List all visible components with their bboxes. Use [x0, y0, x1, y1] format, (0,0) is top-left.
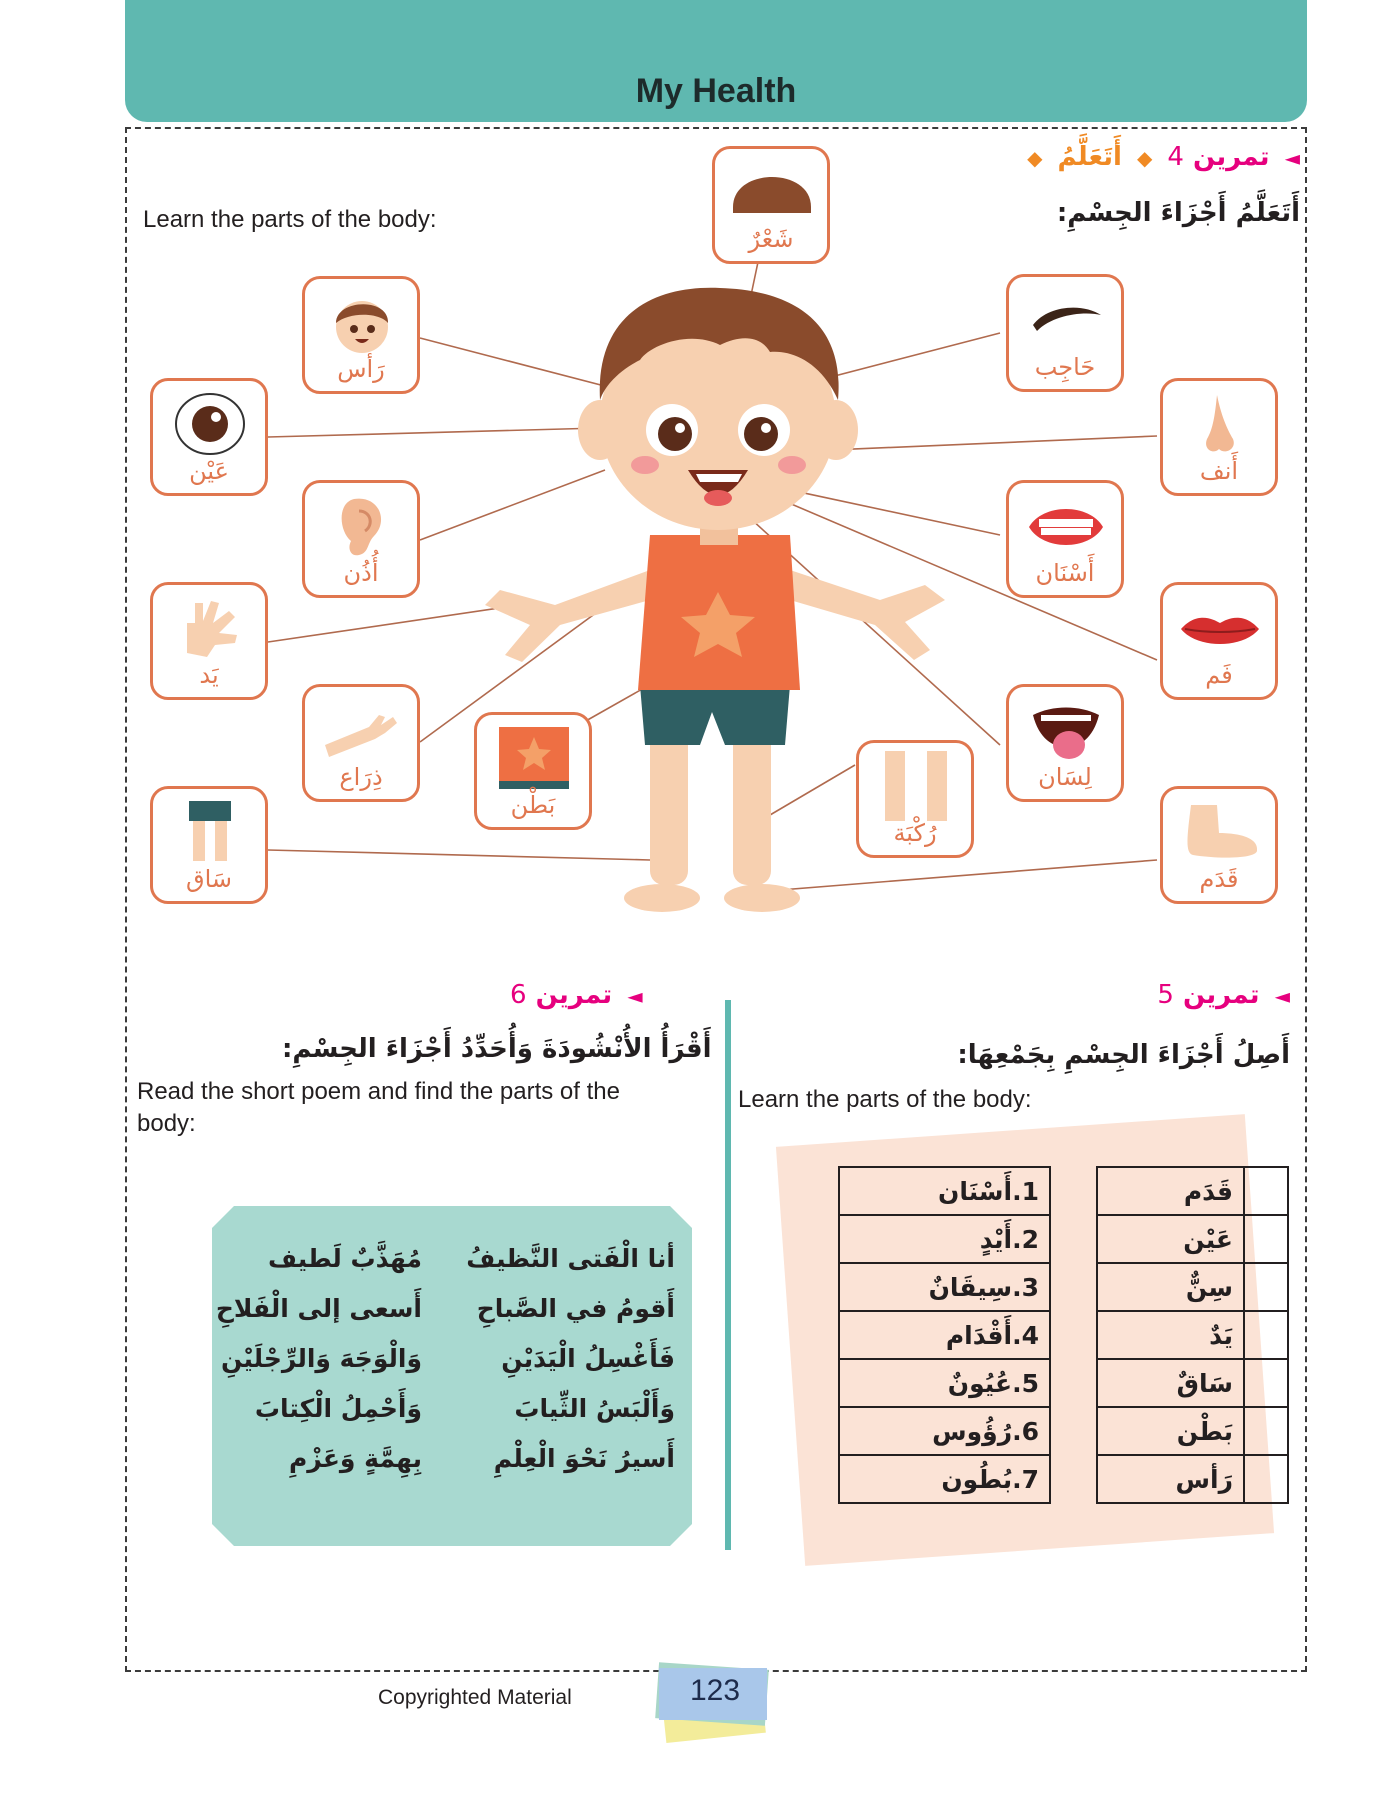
triangle-icon: ◄: [1274, 984, 1290, 1008]
page-title: My Health: [635, 72, 797, 110]
card-ear: [302, 480, 420, 598]
triangle-icon: ◄: [1284, 146, 1300, 170]
poem-line-left: وَالْوَجَهَ وَالرِّجْلَيْنِ: [220, 1344, 422, 1373]
belly-icon: [491, 723, 577, 793]
plural-number: 1.: [1012, 1176, 1039, 1206]
plural-row: [839, 1407, 1050, 1455]
plural-number: 2.: [1012, 1224, 1039, 1254]
plural-row: [839, 1311, 1050, 1359]
card-foot: [1160, 786, 1278, 904]
card-label: ذِرَاع: [339, 763, 383, 791]
plural-number: 6.: [1012, 1416, 1039, 1446]
answer-box[interactable]: [1244, 1311, 1288, 1359]
card-leg: [150, 786, 268, 904]
page-number-badge: [655, 1660, 775, 1750]
singular-word: سِنٌّ: [1097, 1263, 1244, 1311]
card-head: [302, 276, 420, 394]
exercise5-title: [1157, 980, 1290, 1010]
plural-number: 3.: [1012, 1272, 1039, 1302]
card-label: رُكْبَة: [893, 819, 937, 847]
singular-row: [1097, 1263, 1288, 1311]
ear-icon: [319, 491, 405, 561]
card-label: حَاجِب: [1034, 353, 1096, 381]
learn-label: أَتَعَلَّمُ: [1057, 142, 1122, 172]
singular-row: [1097, 1167, 1288, 1215]
singular-row: [1097, 1215, 1288, 1263]
singular-word: بَطْن: [1097, 1407, 1244, 1455]
plural-row: [839, 1455, 1050, 1503]
singular-row: [1097, 1359, 1288, 1407]
hair-icon: [729, 157, 815, 227]
plural-word: بُطُون: [941, 1464, 1013, 1494]
plural-row: [839, 1263, 1050, 1311]
diamond-icon: ◆: [1136, 146, 1153, 170]
column-divider: [725, 1000, 731, 1550]
singular-word: رَأس: [1097, 1455, 1244, 1503]
answer-box[interactable]: [1244, 1215, 1288, 1263]
poem-line-left: بِهِمَّةٍ وَعَزْمِ: [288, 1444, 422, 1473]
card-label: شَعْرٌ: [748, 225, 794, 253]
plural-number: 4.: [1012, 1320, 1039, 1350]
plural-cell: [839, 1407, 1050, 1455]
mouth-icon: [1177, 593, 1263, 663]
plural-cell: [839, 1167, 1050, 1215]
poem-line-right: أنا الْفَتى النَّظيفُ: [466, 1244, 675, 1273]
card-label: أَسْنَان: [1035, 559, 1095, 587]
exercise6-arabic-instruction: أَقْرَأُ الأُنْشُودَةَ وَأُحَدِّدُ أَجْزَاءَ الجِسْمِ:: [282, 1034, 712, 1064]
answer-box[interactable]: [1244, 1263, 1288, 1311]
tongue-icon: [1023, 695, 1109, 765]
singular-row: [1097, 1455, 1288, 1503]
copyright-text: Copyrighted Material: [378, 1686, 572, 1709]
hand-icon: [167, 593, 253, 663]
exercise-number: 4: [1167, 142, 1184, 172]
singular-word: عَيْن: [1097, 1215, 1244, 1263]
exercise4-arabic-instruction: أَتَعَلَّمُ أَجْزَاءَ الجِسْمِ:: [1056, 198, 1300, 228]
plural-word: أَقْدَام: [945, 1320, 1013, 1350]
plurals-table: [838, 1166, 1051, 1504]
exercise-number: 6: [510, 980, 527, 1010]
exercise5-english-instruction: Learn the parts of the body:: [738, 1086, 1032, 1113]
answer-box[interactable]: [1244, 1359, 1288, 1407]
answer-box[interactable]: [1244, 1455, 1288, 1503]
poem-line-right: أَسيرُ نَحْوَ الْعِلْمِ: [493, 1444, 675, 1473]
answer-box[interactable]: [1244, 1167, 1288, 1215]
exercise-label: تمرين: [1183, 980, 1260, 1010]
card-label: سَاق: [185, 865, 233, 893]
poem-line-left: وَأَحْمِلُ الْكِتابَ: [254, 1394, 422, 1423]
card-eyebrow: [1006, 274, 1124, 392]
plural-word: عُيُونٌ: [947, 1368, 1013, 1398]
card-belly: [474, 712, 592, 830]
leg-icon: [167, 797, 253, 867]
plural-word: سِيقَانٌ: [928, 1272, 1013, 1302]
card-hand: [150, 582, 268, 700]
diamond-icon: ◆: [1027, 146, 1043, 170]
poem-line-right: وَأَلْبَسُ الثِّيابَ: [514, 1394, 675, 1423]
plural-row: [839, 1359, 1050, 1407]
answer-box[interactable]: [1244, 1407, 1288, 1455]
foot-icon: [1177, 797, 1263, 867]
card-label: فَم: [1205, 661, 1233, 689]
plural-number: 7.: [1012, 1464, 1039, 1494]
plural-cell: [839, 1359, 1050, 1407]
exercise-label: تمرين: [1193, 142, 1270, 172]
knee-icon: [873, 751, 959, 821]
exercise-number: 5: [1157, 980, 1174, 1010]
card-label: يَد: [199, 661, 219, 689]
exercise6-english-instruction: Read the short poem and find the parts of the body:: [137, 1078, 620, 1137]
card-label: لِسَان: [1038, 763, 1092, 791]
plural-cell: [839, 1455, 1050, 1503]
singular-row: [1097, 1407, 1288, 1455]
exercise-label: تمرين: [535, 980, 613, 1010]
card-hair: [712, 146, 830, 264]
card-label: رَأس: [337, 355, 385, 383]
card-knee: [856, 740, 974, 858]
page-number: 123: [689, 1674, 741, 1707]
exercise4-english-instruction: Learn the parts of the body:: [143, 206, 437, 233]
card-eye: [150, 378, 268, 496]
poem-line-left: مُهَذَّبٌ لَطيف: [268, 1244, 422, 1273]
card-arm: [302, 684, 420, 802]
poem-line-left: أَسعى إلى الْفَلاحِ: [215, 1294, 422, 1323]
card-nose: [1160, 378, 1278, 496]
arm-icon: [319, 695, 405, 765]
nose-icon: [1177, 389, 1263, 459]
card-label: أُذُن: [343, 559, 379, 587]
plural-cell: [839, 1215, 1050, 1263]
poem-line-right: أَقومُ في الصَّباحِ: [476, 1294, 675, 1323]
singular-word: قَدَم: [1097, 1167, 1244, 1215]
plural-row: [839, 1215, 1050, 1263]
plural-number: 5.: [1012, 1368, 1039, 1398]
exercise6-title: [510, 980, 643, 1010]
exercise5-arabic-instruction: أَصِلُ أَجْزَاءَ الجِسْمِ بِجَمْعِهَا:: [957, 1040, 1290, 1070]
triangle-icon: ◄: [627, 984, 643, 1008]
poem-line-right: فَأَغْسِلُ الْيَدَيْنِ: [501, 1344, 675, 1373]
singulars-table: [1096, 1166, 1289, 1504]
card-label: قَدَم: [1199, 865, 1239, 893]
plural-cell: [839, 1263, 1050, 1311]
eyebrow-icon: [1023, 285, 1109, 355]
card-mouth: [1160, 582, 1278, 700]
singular-row: [1097, 1311, 1288, 1359]
card-label: أَنف: [1199, 457, 1239, 485]
teeth-icon: [1023, 491, 1109, 561]
head-icon: [319, 287, 405, 357]
plural-word: أَيْدٍ: [979, 1224, 1013, 1254]
singular-word: يَدٌ: [1097, 1311, 1244, 1359]
plural-row: [839, 1167, 1050, 1215]
card-teeth: [1006, 480, 1124, 598]
plural-cell: [839, 1311, 1050, 1359]
card-tongue: [1006, 684, 1124, 802]
plural-word: أَسْنَان: [938, 1176, 1013, 1206]
singular-word: سَاقٌ: [1097, 1359, 1244, 1407]
card-label: بَطْن: [510, 791, 556, 819]
card-label: عَيْن: [189, 457, 229, 485]
plural-word: رُؤُوس: [932, 1416, 1013, 1446]
eye-icon: [167, 389, 253, 459]
